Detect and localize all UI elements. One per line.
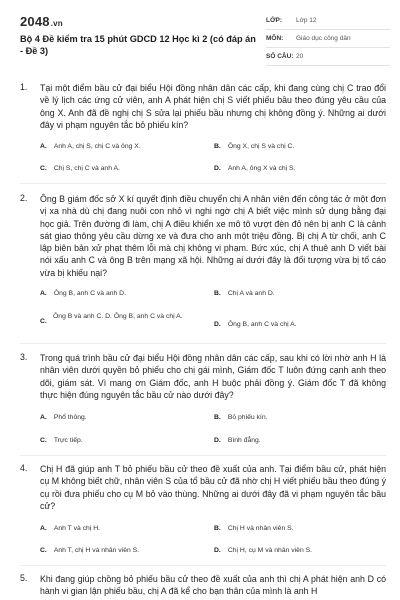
question-2-option-b[interactable]: B. Chị A và anh D.: [214, 290, 275, 297]
meta-value: Lớp 12: [296, 17, 317, 24]
question-1-number: 1.: [20, 82, 28, 92]
question-1-option-c[interactable]: C. Chị S, chị C và anh A.: [40, 165, 120, 172]
question-1-option-b[interactable]: B. Ông X, chị S và chị C.: [214, 143, 295, 150]
question-3-option-b[interactable]: B. Bỏ phiếu kín.: [214, 414, 268, 421]
site-logo[interactable]: [20, 14, 63, 29]
question-4-option-a[interactable]: A. Anh T và chị H.: [40, 525, 101, 532]
question-1-option-d[interactable]: D. Anh A, ông X và chị S.: [214, 165, 296, 172]
question-divider: [20, 565, 386, 566]
question-2-text: Ông B giám đốc sở X kí quyết định điều chuyển chị A nhân viên đến công tác ở một đơn vị xa nhà dù chị đang nuôi con nhỏ vì nghi ngờ chị A biết việc mình sử dụng bằng đại học giả. Trên đường đi làm, chị A điều khiển xe mô tô vượt đèn đỏ nên bị anh C là cảnh sát giao thông yêu cầu dừng xe và đưa cho anh một triệu đồng. Bị chị A từ chối, anh C lập biên bản xử phạt thêm lỗi mà chị không vi phạm. Bức xúc, chị A thuê anh D viết bài nói xấu anh C và ông B trên mạng xã hội. Những ai dưới đây là đối tượng vừa bị tố cáo vừa bị khiếu nại?: [40, 194, 386, 278]
question-3-option-c[interactable]: C. Trực tiếp.: [40, 437, 83, 444]
question-1-text: Tại một điểm bầu cử đại biểu Hội đồng nhân dân các cấp, khi đang cùng chị C trao đổi về lý lịch các ứng cử viên, anh A phát hiện chị S viết phiếu bầu theo đúng yêu cầu của ông X. Anh đã đề nghị chị S sửa lại phiếu bầu nhưng chị không đồng ý. Những ai dưới đây vi phạm nguyên tắc bỏ phiếu kín?: [40, 83, 386, 130]
logo-tld-text: .vn: [50, 19, 63, 28]
question-4-option-c[interactable]: C. Anh T, chị H và nhân viên S.: [40, 547, 140, 554]
question-2-number: 2.: [20, 193, 28, 203]
meta-label: MÔN:: [266, 35, 284, 42]
question-3-option-a[interactable]: A. Phổ thông.: [40, 414, 87, 421]
question-divider: [20, 183, 386, 184]
question-4-option-b[interactable]: B. Chị H và nhân viên S.: [214, 525, 294, 532]
meta-label: LỚP:: [266, 17, 283, 24]
question-3-text: Trong quá trình bầu cử đại biểu Hội đồng nhân dân các cấp, sau khi có lời nhờ anh H là nhân viên dưới quyền bỏ phiếu cho chị gái mình, Giám đốc T luôn đứng cạnh anh theo dõi, giám sát. Vì mang ơn Giám đốc, anh H buộc phải đồng ý. Giám đốc T đã không thực hiện đúng nguyên tắc bầu cử nào dưới đây?: [40, 353, 386, 400]
meta-value: 20: [296, 53, 304, 60]
meta-value: Giáo dục công dân: [296, 35, 351, 42]
meta-row-count: [266, 48, 390, 66]
meta-label: SỐ CÂU:: [266, 53, 294, 60]
question-4-text: Chị H đã giúp anh T bỏ phiếu bầu cử theo đề xuất của anh. Tại điểm bầu cử, phát hiện cụ M không biết chữ, nhân viên S của tổ bầu cử đã nhờ chị H viết phiếu bầu theo đúng ý cụ rồi đưa phiếu cho cụ M bỏ vào thùng. Những ai dưới đây đã vi phạm nguyên tắc bầu cử?: [40, 464, 386, 511]
question-2-option-a[interactable]: A. Ông B, anh C và anh D.: [40, 290, 126, 297]
question-2-option-d[interactable]: D. Ông B, anh C và chị A.: [214, 321, 297, 328]
question-1-option-a[interactable]: A. Anh A, chị S, chị C và ông X.: [40, 143, 141, 150]
meta-row-subject: [266, 30, 390, 48]
question-divider: [20, 343, 386, 344]
question-4-number: 4.: [20, 463, 28, 473]
document-header: [14, 12, 386, 66]
question-5-text: Khi đang giúp chồng bỏ phiếu bầu cử theo đề xuất của anh thì chị A phát hiện anh D có hành vi gian lận phiếu bầu, chị A đã kể cho bạn thân của mình là anh H: [40, 574, 386, 597]
question-5-number: 5.: [20, 573, 28, 583]
document-title: Bộ 4 Đề kiểm tra 15 phút GDCD 12 Học kì 2 (có đáp án - Đề 3): [20, 34, 256, 56]
question-3-number: 3.: [20, 352, 28, 362]
meta-row-class: [266, 12, 390, 30]
question-divider: [20, 455, 386, 456]
question-3-option-d[interactable]: D. Bình đẳng.: [214, 437, 261, 444]
question-4-option-d[interactable]: D. Chị H, cụ M và nhân viên S.: [214, 547, 313, 554]
document-meta: [266, 12, 390, 66]
logo-main-text: 2048: [20, 14, 50, 29]
question-2-option-c[interactable]: C. Ông B và anh C. D. Ông B, anh C và chị A.: [40, 313, 183, 325]
